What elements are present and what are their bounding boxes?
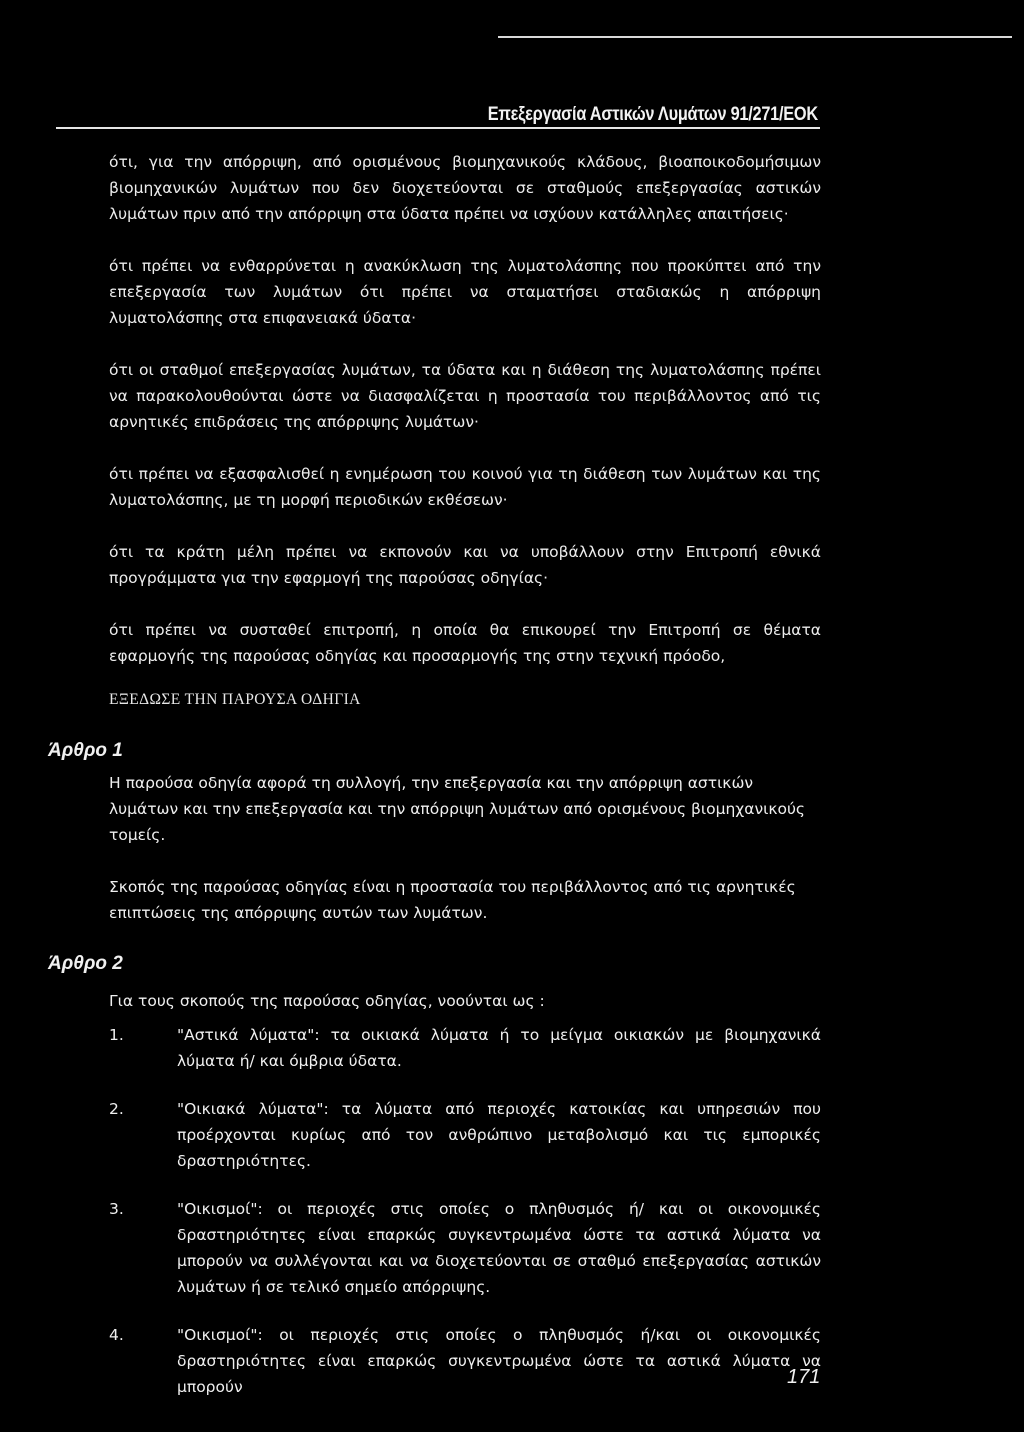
article-1-paragraph: Η παρούσα οδηγία αφορά τη συλλογή, την επεξεργασία και την απόρριψη αστικών λυμάτων και την επεξεργασία και την απόρριψη λυμάτων από ορισμένους βιομηχανικούς τομείς.	[109, 774, 806, 844]
recital-paragraph: ότι πρέπει να ενθαρρύνεται η ανακύκλωση της λυματολάσπης που προκύπτει από την επεξεργασία των λυμάτων ότι πρέπει να σταματήσει σταδιακώς η απόρριψη λυματολάσπης στα επιφανειακά ύδατα·	[109, 257, 821, 327]
definition-item	[109, 1022, 821, 1074]
recital-paragraph: ότι οι σταθμοί επεξεργασίας λυμάτων, τα ύδατα και η διάθεση της λυματολάσπης πρέπει να παρακολουθούνται ώστε να διασφαλίζεται η προστασία του περιβάλλοντος από τις αρνητικές επιδράσεις της απόρριψης λυμάτων·	[109, 361, 821, 431]
recital-paragraph: ότι τα κράτη μέλη πρέπει να εκπονούν και να υποβάλλουν στην Επιτροπή εθνικά προγράμματα για την εφαρμογή της παρούσας οδηγίας·	[109, 543, 821, 587]
article-2-heading: Άρθρο 2	[48, 953, 123, 974]
definition-number: 2.	[109, 1100, 124, 1118]
page-number: 171	[787, 1366, 821, 1388]
article-2-intro: Για τους σκοπούς της παρούσας οδηγίας, νοούνται ως :	[109, 992, 545, 1010]
running-header: Επεξεργασία Αστικών Λυμάτων 91/271/ΕΟΚ	[487, 104, 818, 125]
definitions-list	[109, 1022, 821, 1422]
definition-text: "Οικισμοί": οι περιοχές στις οποίες ο πληθυσμός ή/ και οι οικονομικές δραστηριότητες είναι επαρκώς συγκεντρωμένα ώστε τα αστικά λύματα να μπορούν να συλλέγονται και να διοχετεύονται σε σταθμό επεξεργασίας αστικών λυμάτων ή σε τελικό σημείο απόρριψης.	[177, 1200, 821, 1296]
definition-number: 1.	[109, 1026, 124, 1044]
article-1-heading: Άρθρο 1	[48, 740, 123, 761]
recital-paragraph: ότι πρέπει να συσταθεί επιτροπή, η οποία θα επικουρεί την Επιτροπή σε θέματα εφαρμογής της παρούσας οδηγίας και προσαρμογής της στην τεχνική πρόοδο,	[109, 621, 821, 665]
definition-text: "Αστικά λύματα": τα οικιακά λύματα ή το μείγμα οικιακών με βιομηχανικά λύματα ή/ και όμβρια ύδατα.	[177, 1026, 821, 1070]
enacting-clause: ΕΞΕΔΩΣΕ ΤΗΝ ΠΑΡΟΥΣΑ ΟΔΗΓΙΑ	[109, 691, 361, 708]
definition-item	[109, 1196, 821, 1300]
recital-paragraph: ότι, για την απόρριψη, από ορισμένους βιομηχανικούς κλάδους, βιοαποικοδομήσιμων βιομηχανικών λυμάτων που δεν διοχετεύονται σε σταθμούς επεξεργασίας αστικών λυμάτων πριν από την απόρριψη στα ύδατα πρέπει να ισχύουν κατάλληλες απαιτήσεις·	[109, 153, 821, 223]
definition-number: 4.	[109, 1326, 124, 1344]
recital-paragraph: ότι πρέπει να εξασφαλισθεί η ενημέρωση του κοινού για τη διάθεση των λυμάτων και της λυματολάσπης, με τη μορφή περιοδικών εκθέσεων·	[109, 465, 821, 509]
definition-item	[109, 1096, 821, 1174]
article-1-body	[109, 770, 821, 952]
definition-text: "Οικισμοί": οι περιοχές στις οποίες ο πληθυσμός ή/και οι οικονομικές δραστηριότητες είναι επαρκώς συγκεντρωμένα ώστε τα αστικά λύματα να μπορούν	[177, 1326, 821, 1396]
article-1-paragraph: Σκοπός της παρούσας οδηγίας είναι η προστασία του περιβάλλοντος από τις αρνητικές επιπτώσεις της απόρριψης αυτών των λυμάτων.	[109, 878, 796, 922]
recitals	[109, 149, 821, 695]
top-edge-rule	[498, 36, 1012, 38]
definition-number: 3.	[109, 1200, 124, 1218]
header-rule	[56, 127, 820, 129]
definition-item	[109, 1322, 821, 1400]
definition-text: "Οικιακά λύματα": τα λύματα από περιοχές κατοικίας και υπηρεσιών που προέρχονται κυρίως από τον ανθρώπινο μεταβολισμό και τις εμπορικές δραστηριότητες.	[177, 1100, 821, 1170]
